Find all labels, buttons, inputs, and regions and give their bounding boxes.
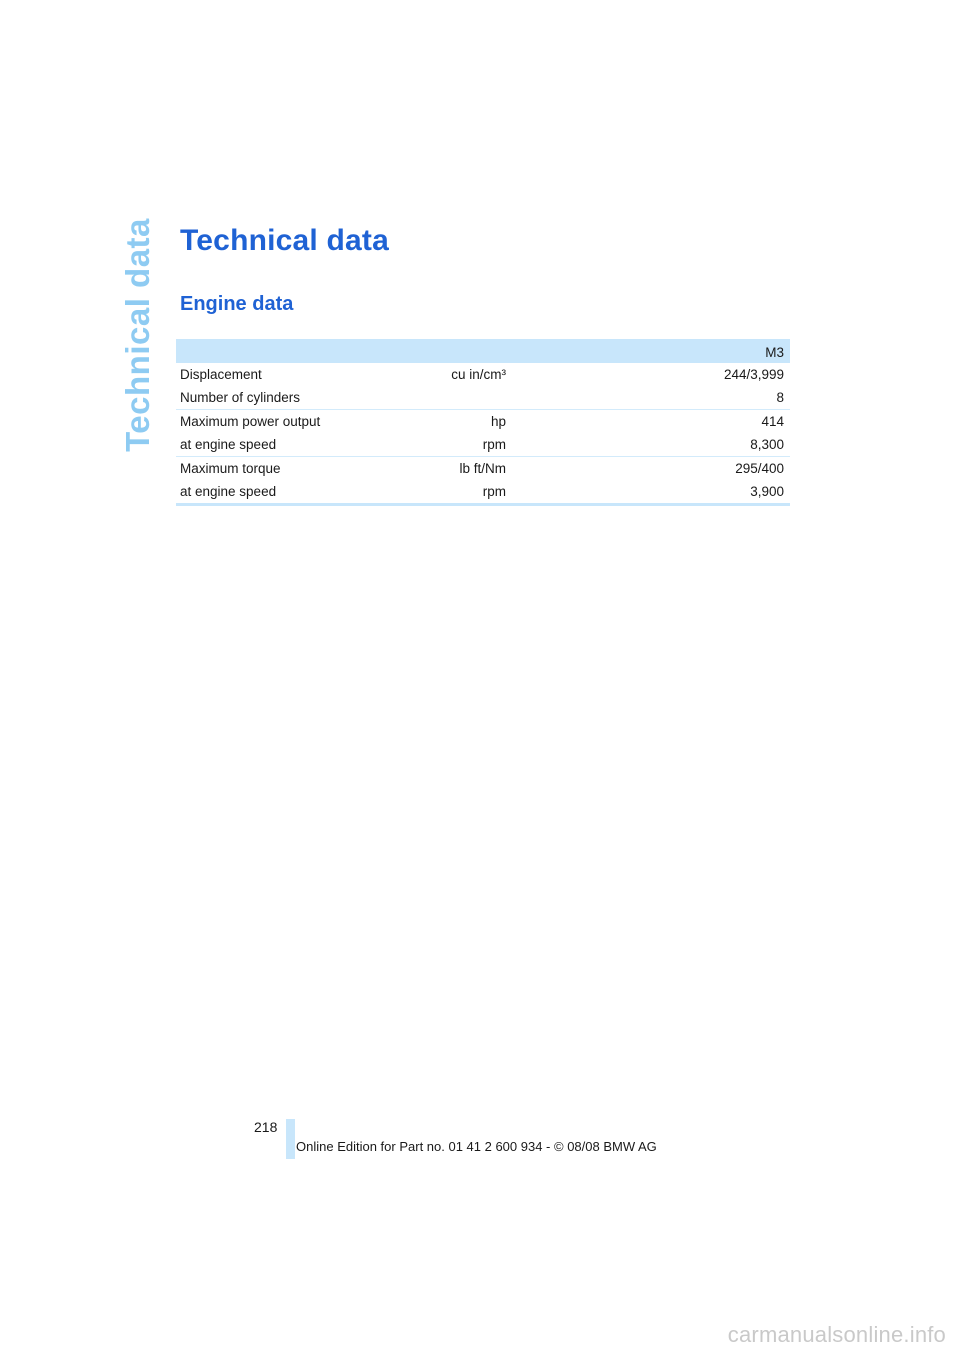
watermark: carmanualsonline.info — [727, 1322, 946, 1347]
row-unit: lb ft/Nm — [459, 461, 506, 476]
row-value: 3,900 — [511, 480, 790, 505]
row-value: 8,300 — [511, 433, 790, 457]
row-unit — [415, 386, 511, 410]
page-number: 218 — [254, 1119, 278, 1135]
table-row — [176, 480, 790, 505]
table-row — [176, 457, 790, 481]
row-unit: rpm — [415, 480, 511, 505]
section-title: Engine data — [180, 293, 294, 315]
row-label: at engine speed — [176, 480, 415, 505]
page-title: Technical data — [180, 224, 389, 257]
table-row — [176, 386, 790, 410]
side-tab-label: Technical data — [119, 218, 156, 452]
row-label: Displacement — [180, 367, 262, 382]
engine-data-table — [176, 339, 790, 506]
footer-edition-text: Online Edition for Part no. 01 41 2 600 934 - © 08/08 BMW AG — [296, 1139, 657, 1154]
table-row — [176, 433, 790, 457]
row-value: 295/400 — [735, 461, 784, 476]
table-row — [176, 410, 790, 434]
side-tab — [118, 218, 158, 452]
row-label: at engine speed — [176, 433, 415, 457]
row-unit: hp — [490, 414, 506, 429]
row-label: Number of cylinders — [176, 386, 415, 410]
row-value: 414 — [761, 414, 784, 429]
row-value: 244/3,999 — [723, 367, 784, 382]
row-unit: rpm — [415, 433, 511, 457]
table-row — [176, 363, 790, 386]
row-value: 8 — [511, 386, 790, 410]
row-label: Maximum torque — [180, 461, 281, 476]
footer-accent-bar — [286, 1119, 295, 1159]
table-header-row — [176, 339, 790, 363]
model-column-header: M3 — [176, 339, 790, 363]
row-unit: cu in/cm³ — [451, 367, 506, 382]
row-label: Maximum power output — [180, 414, 321, 429]
